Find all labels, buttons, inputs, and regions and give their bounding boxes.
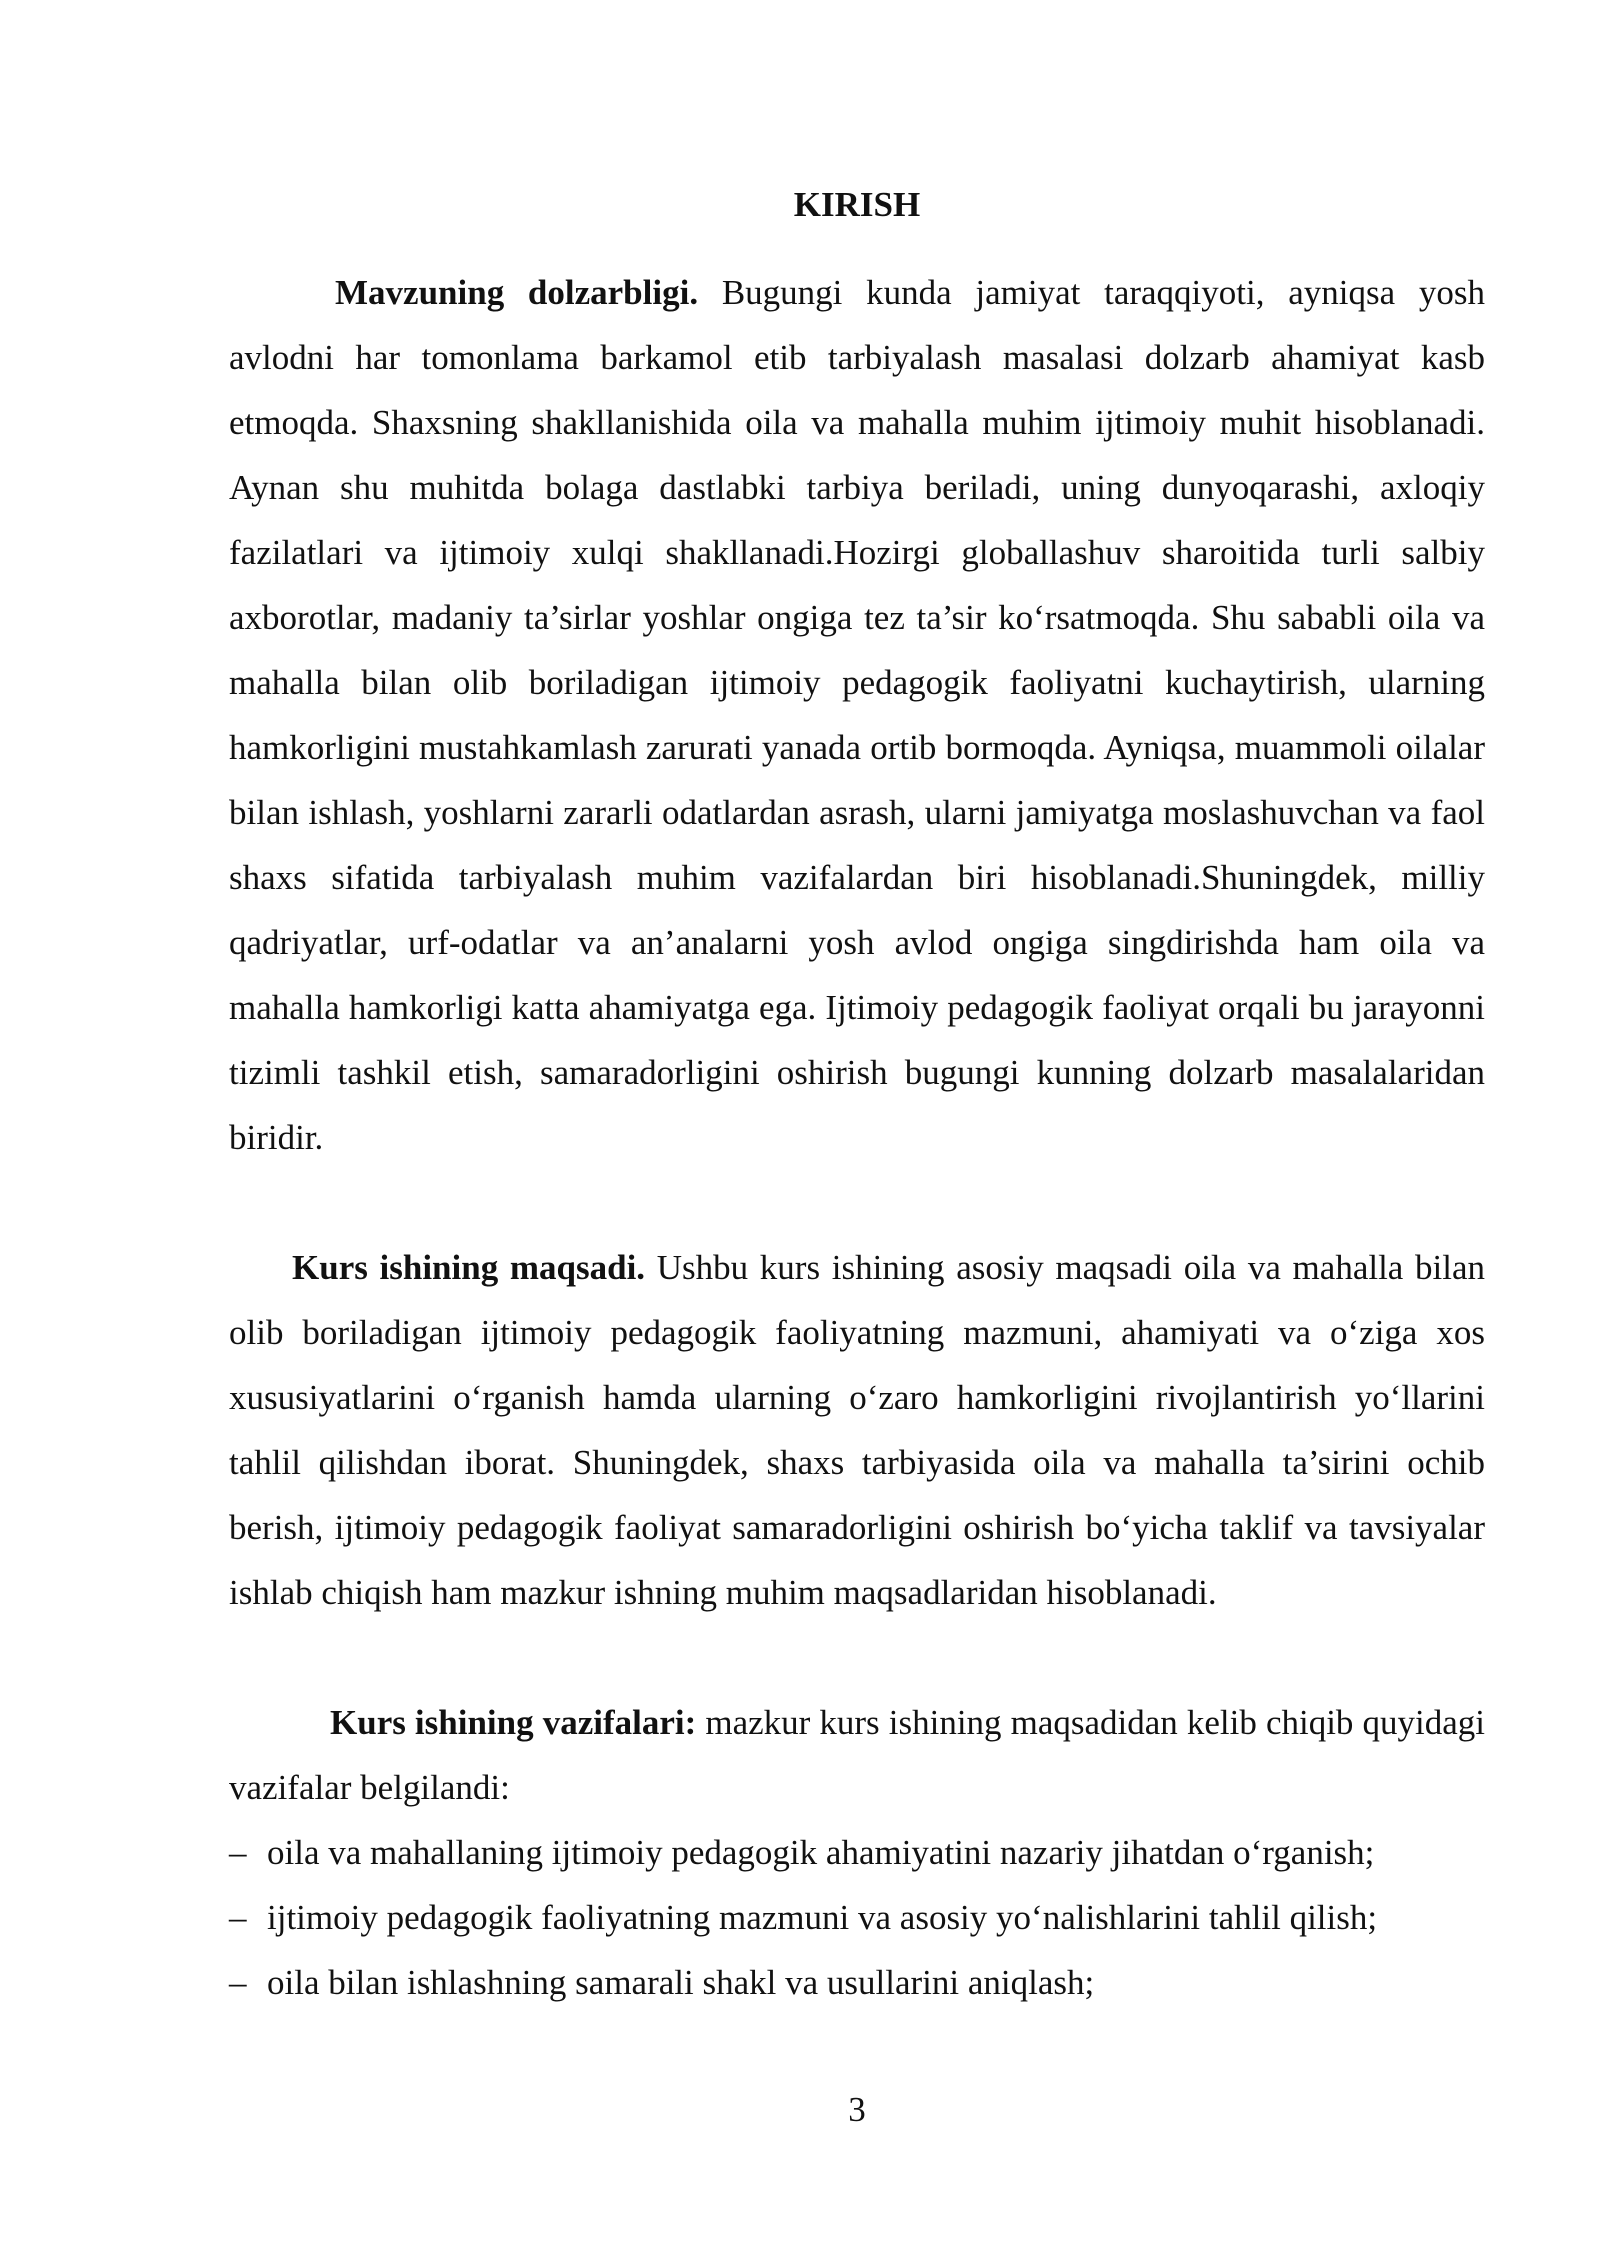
page-number: 3 bbox=[848, 2090, 866, 2129]
list-item-text: oila bilan ishlashning samarali shakl va usullarini aniqlash; bbox=[267, 1963, 1095, 2002]
section-relevance-text: Bugungi kunda jamiyat taraqqiyoti, ayniqsa yosh avlodni har tomonlama barkamol etib tarbiyalash masalasi dolzarb ahamiyat kasb etmoqda. Shaxsning shakllanishida oila va mahalla muhim ijtimoiy muhit hisoblanadi. Aynan shu muhitda bolaga dastlabki tarbiya beriladi, uning dunyoqarashi, axloqiy fazilatlari va ijtimoiy xulqi shakllanadi.Hozirgi globallashuv sharoitida turli salbiy axborotlar, madaniy ta’sirlar yoshlar ongiga tez ta’sir ko‘rsatmoqda. Shu sababli oila va mahalla bilan olib boriladigan ijtimoiy pedagogik faoliyatni kuchaytirish, ularning hamkorligini mustahkamlash zarurati yanada ortib bormoqda. Ayniqsa, muammoli oilalar bilan ishlash, yoshlarni zararli odatlardan asrash, ularni jamiyatga moslashuvchan va faol shaxs sifatida tarbiyalash muhim vazifalardan biri hisoblanadi.Shuningdek, milliy qadriyatlar, urf-odatlar va an’analarni yosh avlod ongiga singdirishda ham oila va mahalla hamkorligi katta ahamiyatga ega. Ijtimoiy pedagogik faoliyat orqali bu jarayonni tizimli tashkil etish, samaradorligini oshirish bugungi kunning dolzarb masalalaridan biridir. bbox=[229, 273, 1485, 1157]
section-tasks bbox=[229, 1690, 1485, 1820]
document-title: KIRISH bbox=[793, 185, 921, 224]
dash-bullet: – bbox=[229, 1833, 247, 1872]
dash-bullet: – bbox=[229, 1963, 247, 2002]
section-tasks-text: mazkur kurs ishining maqsadidan kelib chiqib quyidagi vazifalar belgilandi: bbox=[229, 1703, 1486, 1807]
list-item bbox=[229, 1820, 1485, 1885]
section-goal bbox=[229, 1235, 1485, 1625]
list-item bbox=[229, 1885, 1485, 1950]
section-tasks-heading: Kurs ishining vazifalari: bbox=[330, 1703, 697, 1742]
section-relevance bbox=[229, 260, 1485, 1170]
section-relevance-heading: Mavzuning dolzarbligi. bbox=[335, 273, 699, 312]
task-list bbox=[229, 1820, 1485, 2015]
dash-bullet: – bbox=[229, 1898, 247, 1937]
list-item-text: ijtimoiy pedagogik faoliyatning mazmuni va asosiy yo‘nalishlarini tahlil qilish; bbox=[267, 1898, 1378, 1937]
section-goal-heading: Kurs ishining maqsadi. bbox=[292, 1248, 646, 1287]
section-goal-text: Ushbu kurs ishining asosiy maqsadi oila va mahalla bilan olib boriladigan ijtimoiy pedagogik faoliyatning mazmuni, ahamiyati va o‘ziga xos xususiyatlarini o‘rganish hamda ularning o‘zaro hamkorligini rivojlantirish yo‘llarini tahlil qilishdan iborat. Shuningdek, shaxs tarbiyasida oila va mahalla ta’sirini ochib berish, ijtimoiy pedagogik faoliyat samaradorligini oshirish bo‘yicha taklif va tavsiyalar ishlab chiqish ham mazkur ishning muhim maqsadlaridan hisoblanadi. bbox=[229, 1248, 1485, 1612]
list-item bbox=[229, 1950, 1485, 2015]
list-item-text: oila va mahallaning ijtimoiy pedagogik ahamiyatini nazariy jihatdan o‘rganish; bbox=[267, 1833, 1375, 1872]
